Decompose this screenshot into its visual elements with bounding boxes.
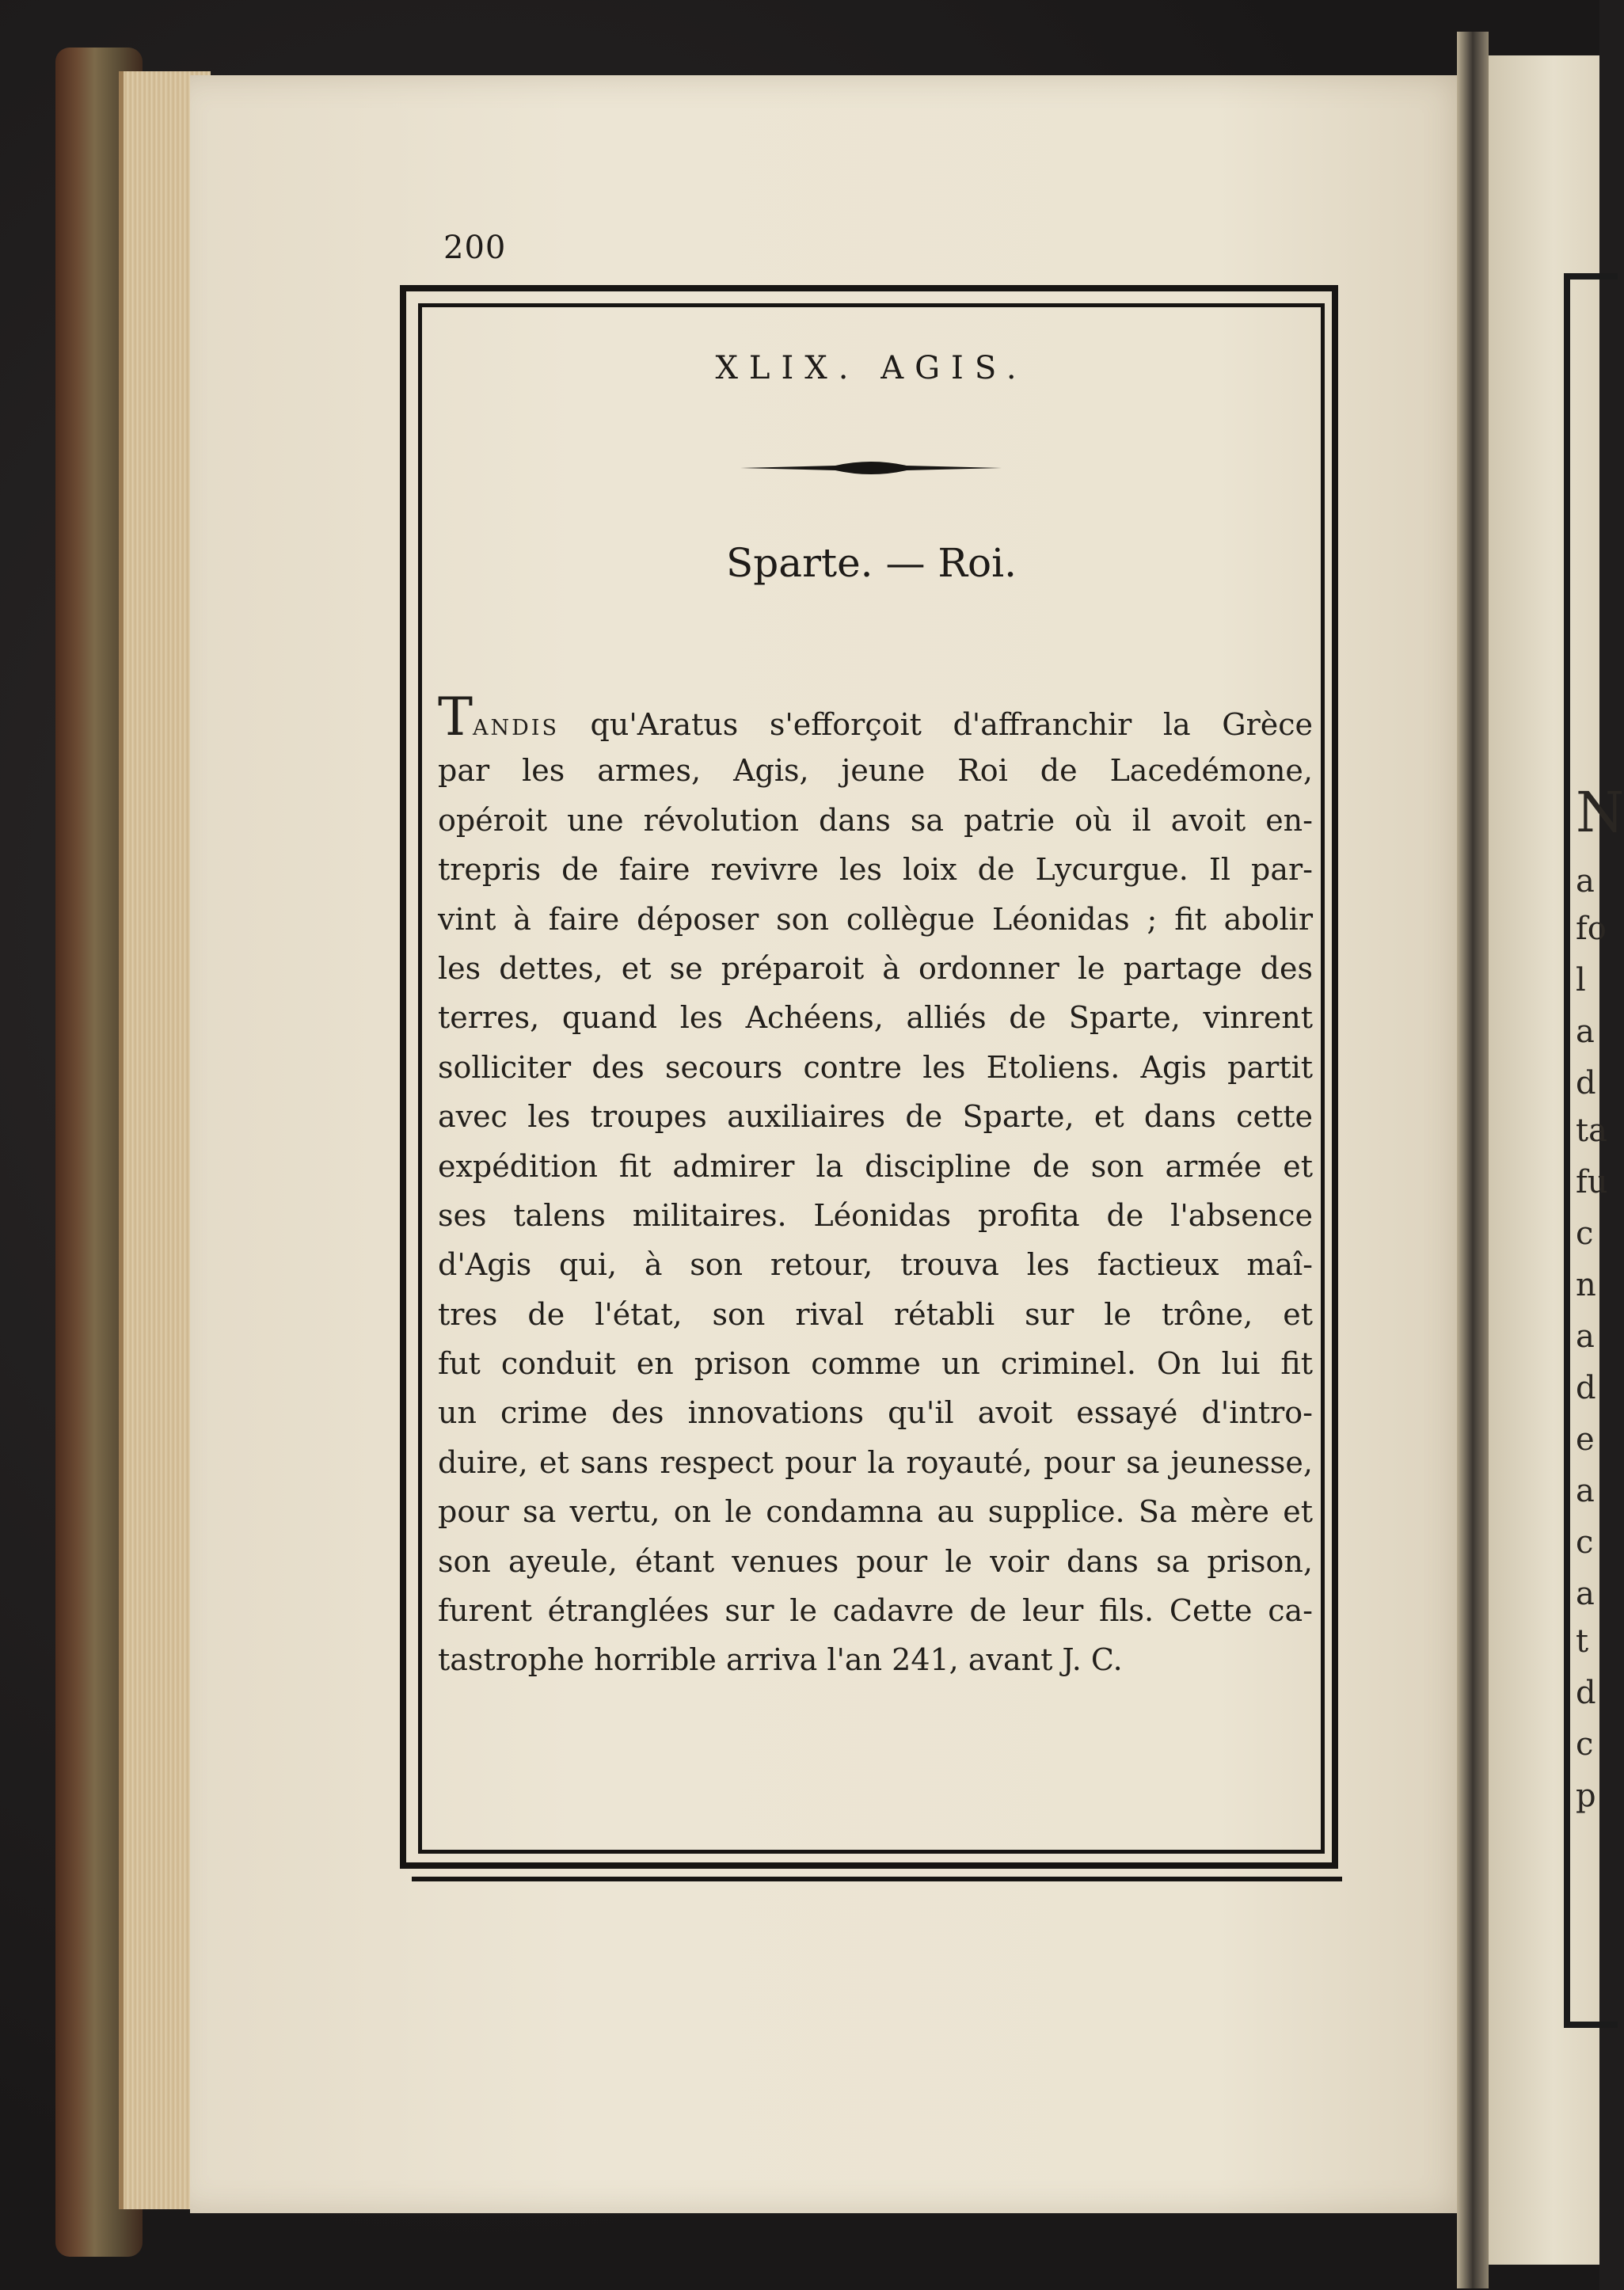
- text-line: furent étranglées sur le cadavre de leur fils. Cette ca-: [438, 1593, 1313, 1629]
- right-page-frame: [1564, 273, 1618, 2028]
- text-line: trepris de faire revivre les loix de Lycurgue. Il par-: [438, 852, 1313, 888]
- right-page-fragment: d: [1576, 1370, 1596, 1406]
- text-line: expédition fit admirer la discipline de son armée et: [438, 1148, 1313, 1184]
- text-line: par les armes, Agis, jeune Roi de Lacedémone,: [438, 753, 1313, 789]
- text-line: vint à faire déposer son collègue Léonidas ; fit abolir: [438, 901, 1313, 937]
- page-number: 200: [443, 230, 507, 266]
- right-page-fragment: c: [1576, 1524, 1594, 1561]
- right-page-fragment: n: [1576, 1267, 1596, 1303]
- right-page-fragment: d: [1576, 1675, 1596, 1711]
- right-page-fragment: a: [1576, 1318, 1595, 1355]
- right-page-fragment: a: [1576, 863, 1595, 900]
- text-line: fut conduit en prison comme un criminel. On lui fit: [438, 1346, 1313, 1382]
- body-text: [438, 687, 1313, 1685]
- text-line: tastrophe horrible arriva l'an 241, avant J. C.: [438, 1642, 1123, 1678]
- chapter-title: XLIX. AGIS.: [715, 350, 1028, 386]
- text-line: les dettes, et se préparoit à ordonner le partage des: [438, 950, 1313, 986]
- text-line: opéroit une révolution dans sa patrie où il avoit en-: [438, 802, 1313, 838]
- text-line: un crime des innovations qu'il avoit essayé d'intro-: [438, 1395, 1313, 1431]
- first-word-smallcaps: andis: [473, 707, 559, 742]
- right-page-fragment: a: [1576, 1576, 1595, 1612]
- drop-cap: T: [438, 687, 474, 747]
- text-line: solliciter des secours contre les Etoliens. Agis partit: [438, 1049, 1313, 1085]
- text-line: duire, et sans respect pour la royauté, pour sa jeunesse,: [438, 1444, 1313, 1480]
- text-line: son ayeule, étant venues pour le voir dans sa prison,: [438, 1543, 1313, 1579]
- text-line: terres, quand les Achéens, alliés de Sparte, vinrent: [438, 1000, 1313, 1036]
- right-page-fragment: a: [1576, 1014, 1595, 1050]
- right-page-fragment: N: [1576, 780, 1624, 845]
- text-line: avec les troupes auxiliaires de Sparte, et dans cette: [438, 1099, 1313, 1135]
- text-line-rest: qu'Aratus s'efforçoit d'affranchir la Grèce: [558, 707, 1313, 742]
- right-page-fragment: fo: [1576, 911, 1607, 947]
- text-line: pour sa vertu, on le condamna au supplice. Sa mère et: [438, 1494, 1313, 1530]
- text-line: [438, 687, 1313, 747]
- text-line: tres de l'état, son rival rétabli sur le trône, et: [438, 1296, 1313, 1332]
- ornament-divider-icon: [740, 458, 1002, 478]
- right-page-fragment: c: [1576, 1215, 1594, 1252]
- right-page-fragment: fu: [1576, 1164, 1608, 1200]
- right-page-fragment: t: [1576, 1623, 1589, 1660]
- right-page-fragment: e: [1576, 1421, 1595, 1458]
- right-page-fragment: d: [1576, 1065, 1596, 1101]
- book-gutter: [1457, 32, 1489, 2288]
- text-line: ses talens militaires. Léonidas profita de l'absence: [438, 1197, 1313, 1233]
- right-page-fragment: a: [1576, 1473, 1595, 1509]
- right-page-fragment: l: [1576, 962, 1586, 999]
- page-border-bottom-rule: [412, 1877, 1342, 1881]
- right-page-fragment: ta: [1576, 1113, 1607, 1149]
- right-page-fragment: p: [1576, 1778, 1596, 1814]
- section-subtitle: Sparte. — Roi.: [726, 540, 1017, 586]
- text-line: d'Agis qui, à son retour, trouva les factieux maî-: [438, 1247, 1313, 1283]
- right-page-fragment: c: [1576, 1726, 1594, 1763]
